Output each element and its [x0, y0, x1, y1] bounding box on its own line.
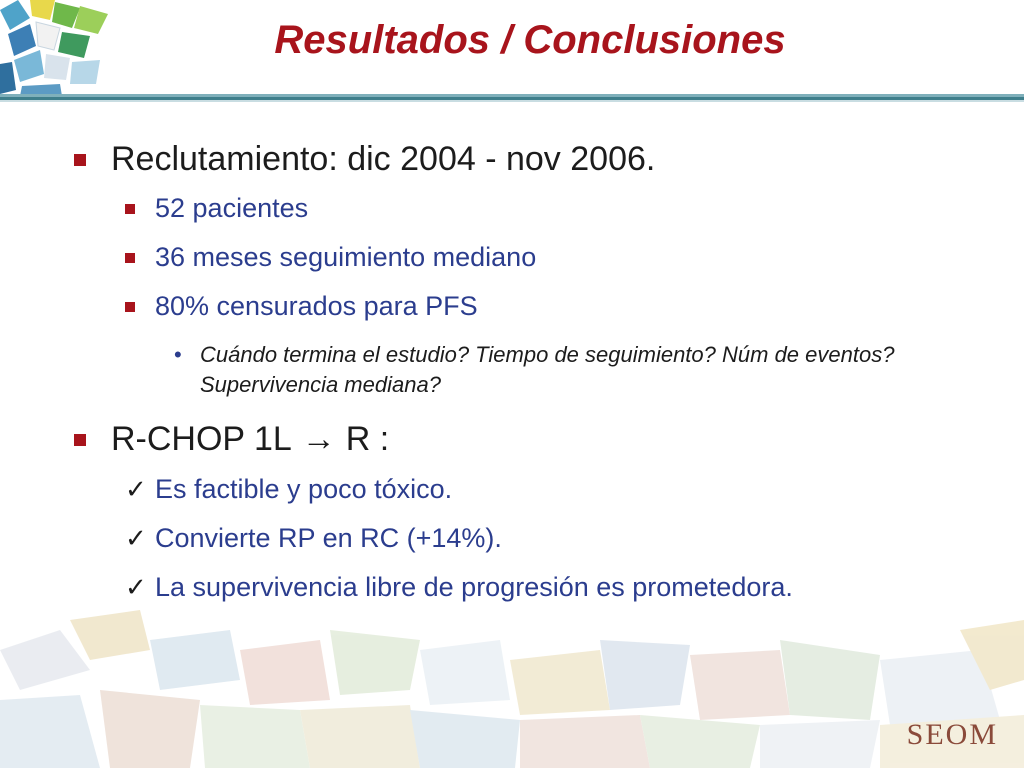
bullet-text: Cuándo termina el estudio? Tiempo de seguimiento? Núm de eventos? Supervivencia mediana? [200, 342, 895, 397]
check-mark-icon: ✓ [125, 474, 147, 504]
bullet-text: 52 pacientes [155, 193, 309, 223]
seom-logo: SEOM [906, 718, 998, 751]
check-bullet-pfs [125, 572, 793, 603]
sub-bullet-patients [125, 193, 308, 224]
bullet-rchop [74, 420, 389, 459]
bullet-text-part1: R-CHOP 1L [111, 420, 292, 458]
sub-bullet-followup [125, 242, 536, 273]
square-bullet-icon [74, 434, 86, 446]
bullet-recruitment [74, 140, 655, 179]
bullet-text: Es factible y poco tóxico. [155, 474, 453, 504]
sub-bullet-censored [125, 291, 478, 322]
check-bullet-feasible [125, 474, 452, 505]
bullet-text: 80% censurados para PFS [155, 291, 478, 321]
dot-bullet-icon: • [174, 342, 182, 367]
check-bullet-converts [125, 523, 502, 554]
bullet-text: Reclutamiento: dic 2004 - nov 2006. [111, 140, 656, 178]
arrow-right-icon: → [301, 420, 336, 458]
square-bullet-icon [125, 302, 135, 312]
bullet-text: 36 meses seguimiento mediano [155, 242, 537, 272]
square-bullet-icon [74, 154, 86, 166]
bullet-text: La supervivencia libre de progresión es prometedora. [155, 572, 793, 602]
bullet-text: Convierte RP en RC (+14%). [155, 523, 502, 553]
check-mark-icon: ✓ [125, 523, 147, 553]
square-bullet-icon [125, 253, 135, 263]
check-mark-icon: ✓ [125, 572, 147, 602]
mosaic-footer-art [0, 610, 1024, 768]
slide-title: Resultados / Conclusiones [274, 18, 786, 62]
square-bullet-icon [125, 204, 135, 214]
question-bullet [174, 340, 954, 400]
bullet-text-part2: R : [345, 420, 390, 458]
